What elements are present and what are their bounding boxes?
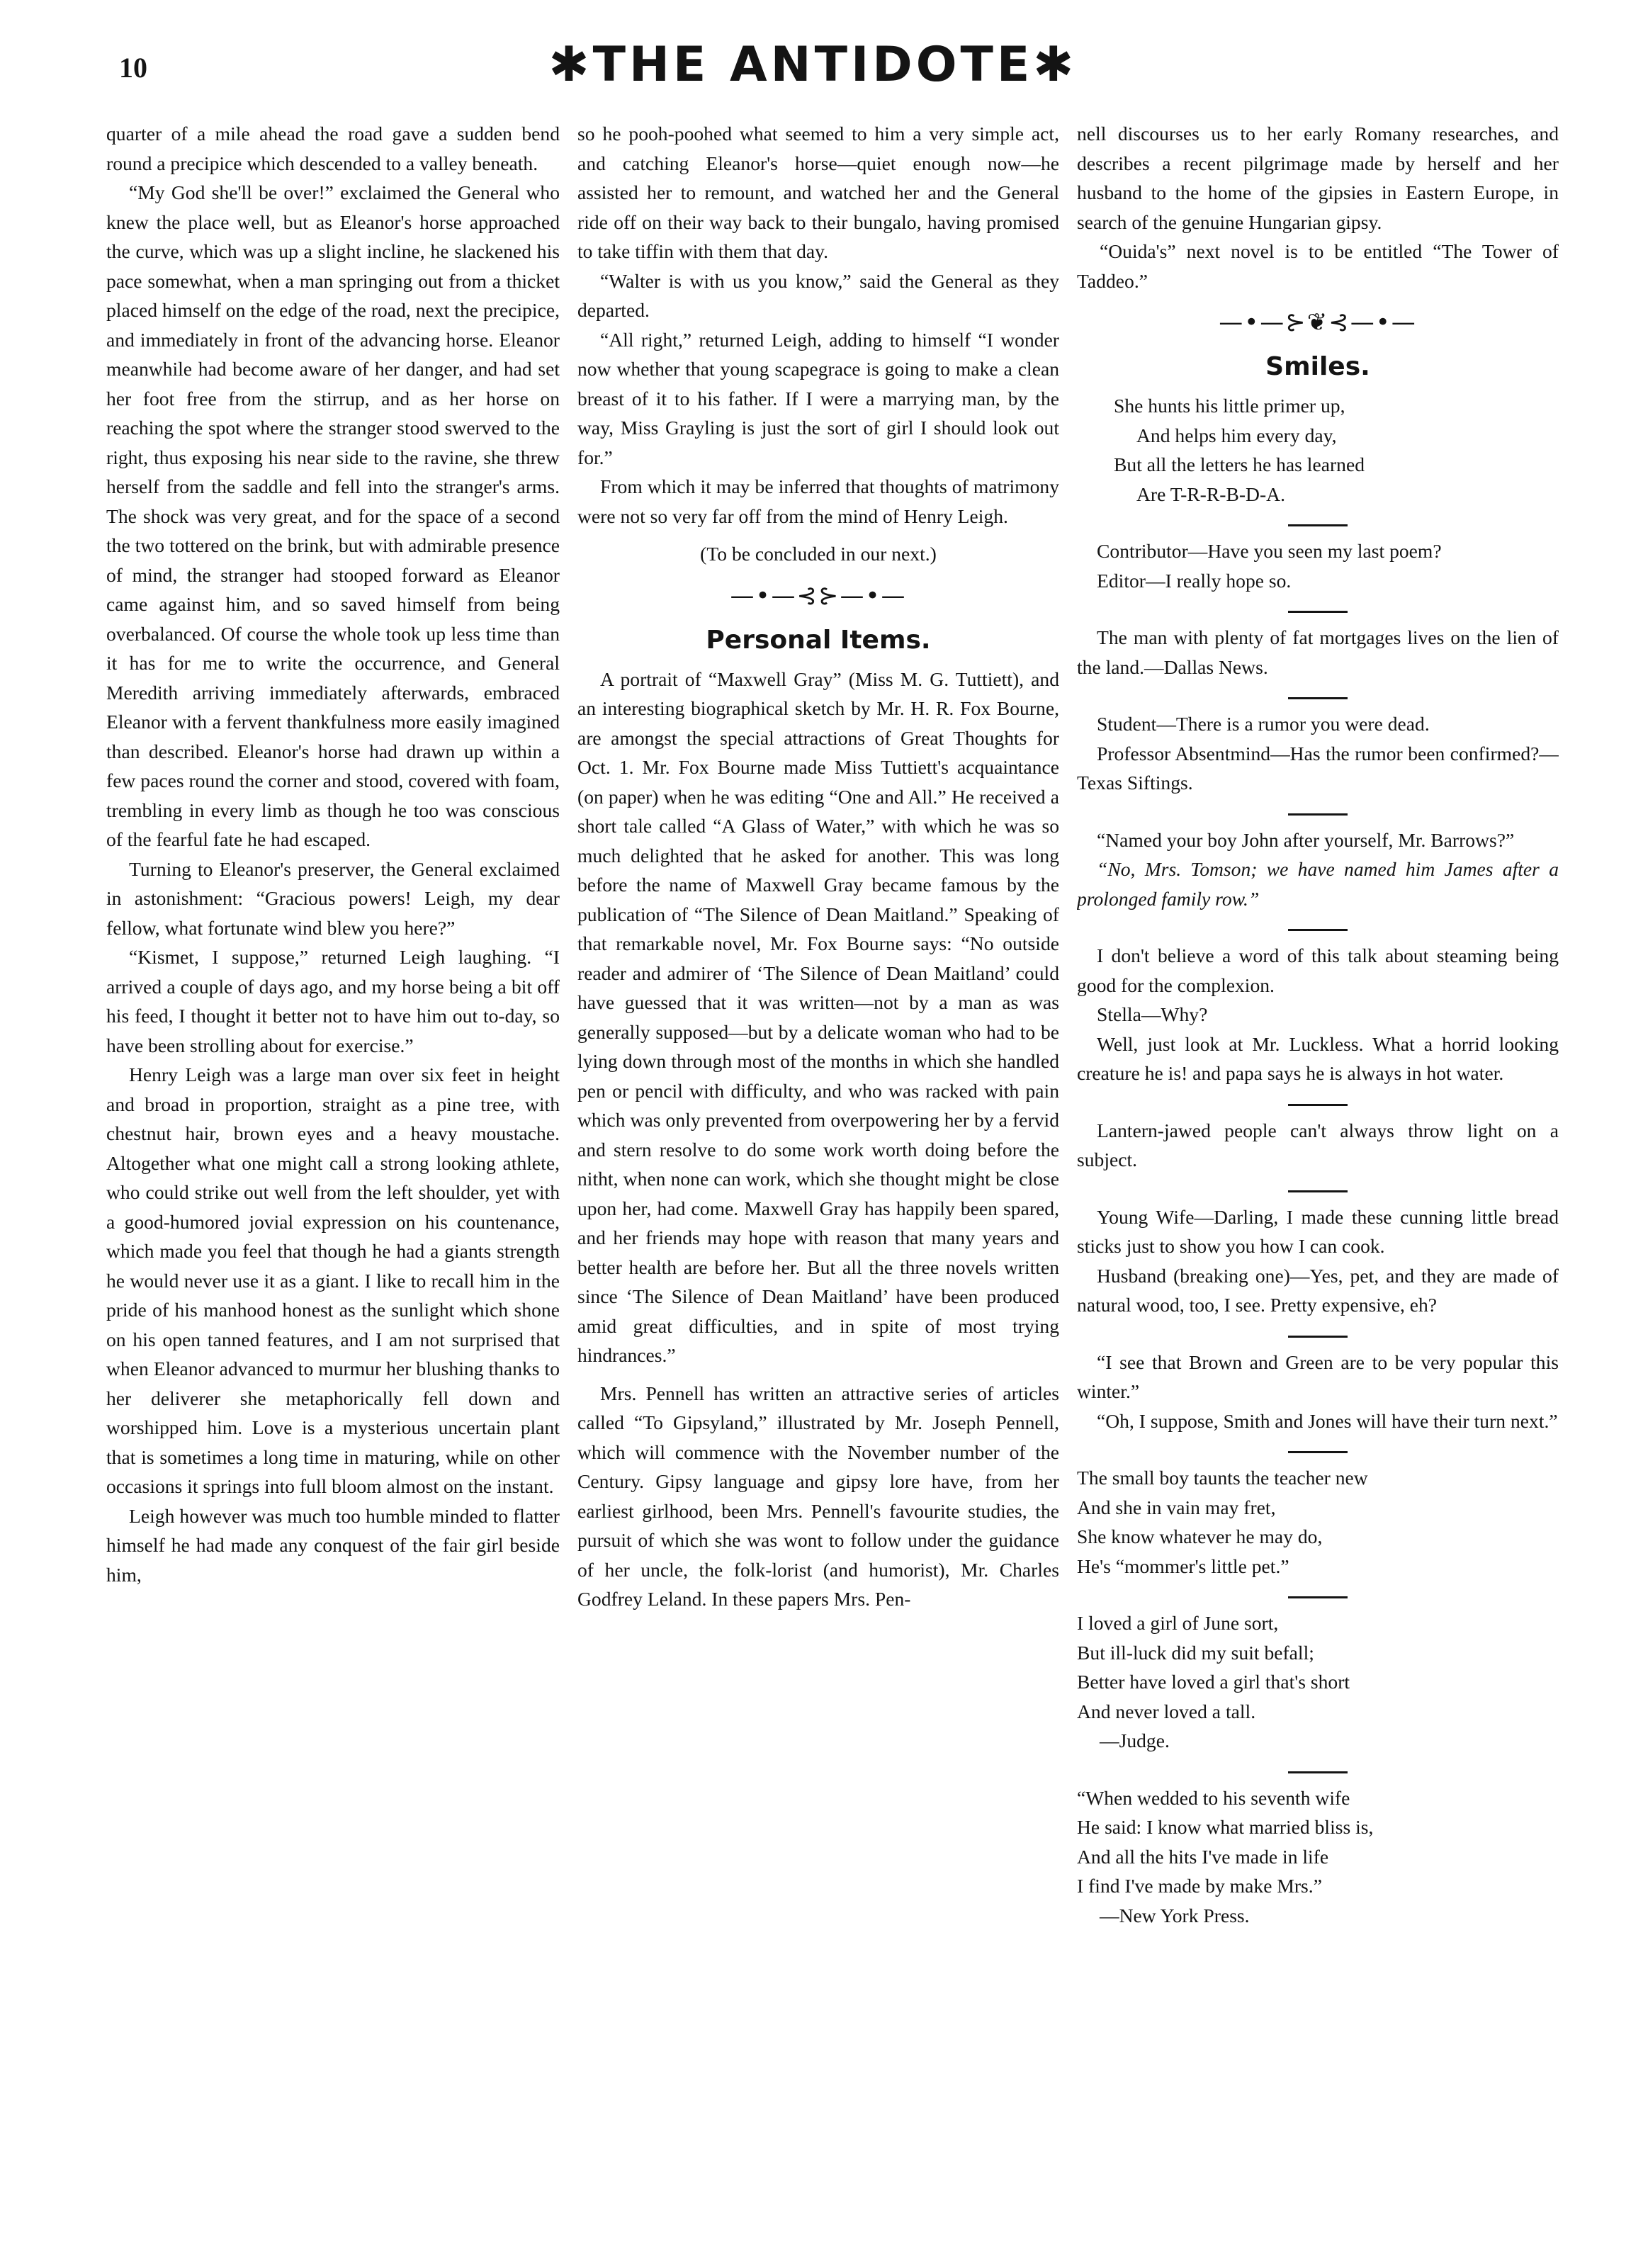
story-paragraph: Leigh however was much too humble minded to flatter himself he had made any conquest of the fair girl beside him, xyxy=(106,1504,560,1586)
story-paragraph: so he pooh-poohed what seemed to him a very simple act, and catching Eleanor's horse—quiet enough now—he assisted her to remount, and watched her and the General ride off on their way back to their bungalo, having promised to take tiffin with them that day. xyxy=(577,123,1059,262)
joke-rumor xyxy=(1077,709,1559,798)
ornament-divider: —•—⊱❦⊰—•— xyxy=(1219,308,1417,337)
verse-line: Better have loved a girl that's short xyxy=(1077,1671,1350,1693)
personal-item-continued: nell discourses us to her early Romany researches, and describes a recent pilgrimage made by herself and her husband to the home of the gipsies in Eastern Europe, in search of the genuine Hungarian gipsy. xyxy=(1077,123,1559,233)
joke-line: Professor Absentmind—Has the rumor been confirmed?—Texas Siftings. xyxy=(1077,742,1559,794)
divider-rule xyxy=(1288,697,1348,699)
verse-line: Are T-R-R-B-D-A. xyxy=(1136,483,1285,505)
verse-line: She hunts his little primer up, xyxy=(1114,395,1345,417)
joke-line: “Named your boy John after yourself, Mr. Barrows?” xyxy=(1097,828,1515,851)
divider-rule xyxy=(1288,1190,1348,1192)
verse-line: And helps him every day, xyxy=(1136,424,1337,446)
joke-line: “No, Mrs. Tomson; we have named him James after a prolonged family row.” xyxy=(1077,858,1559,910)
masthead-title: ✱THE ANTIDOTE✱ xyxy=(548,37,1078,93)
page-number: 10 xyxy=(119,52,147,84)
verse-line: I loved a girl of June sort, xyxy=(1077,1612,1279,1634)
divider-rule xyxy=(1288,611,1348,613)
joke-line: Stella—Why? xyxy=(1097,1003,1208,1025)
personal-item: Mrs. Pennell has written an attractive series of articles called “To Gipsyland,” illustrated by Mr. Joseph Pennell, which will commence with the November number of the Century. Gipsy language and gipsy lore have, from her earliest girlhood, been Mrs. Pennell's favourite studies, the pursuit of which she was wont to follow under the guidance of her uncle, the folk-lorist (and humorist), Mr. Charles Godfrey Leland. In these papers Mrs. Pen- xyxy=(577,1382,1059,1610)
joke-lantern-jawed xyxy=(1077,1116,1559,1175)
story-paragraph: “All right,” returned Leigh, adding to himself “I wonder now whether that young scapegrace is going to make a clean breast of it to his father. If I were a marrying man, by the way, Miss Grayling is just the sort of girl I should look out for.” xyxy=(577,328,1059,468)
verse-june-girl xyxy=(1077,1608,1559,1726)
column-2 xyxy=(577,119,1059,2230)
verse-line: I find I've made by make Mrs.” xyxy=(1077,1875,1322,1897)
verse-credit: —New York Press. xyxy=(1100,1904,1250,1926)
verse-line: He's “mommer's little pet.” xyxy=(1077,1555,1289,1577)
verse-line: But ill-luck did my suit befall; xyxy=(1077,1641,1314,1664)
joke-hot-water xyxy=(1077,941,1559,1088)
joke-named-boy xyxy=(1077,825,1559,914)
ornament-divider: —•—⊰⊱—•— xyxy=(730,581,907,610)
joke-line: Lantern-jawed people can't always throw light on a subject. xyxy=(1077,1119,1559,1170)
smiles-heading: Smiles. xyxy=(1265,352,1370,381)
joke-bread-sticks xyxy=(1077,1202,1559,1320)
story-paragraph: “Walter is with us you know,” said the General as they departed. xyxy=(577,269,1059,321)
personal-item: A portrait of “Maxwell Gray” (Miss M. G. Tuttiett), and an interesting biographical sketch by Mr. H. R. Fox Bourne, are amongst the special attractions of Great Thoughts for Oct. 1. Mr. Fox Bourne made Miss Tuttiett's acquaintance (on paper) when he was editing “One and All.” He received a short tale called “A Glass of Water,” with which he was so much delighted that he asked for another. This was long before the name of Maxwell Gray became famous by the publication of “The Silence of Dean Maitland.” Speaking of that remarkable novel, Mr. Fox Bourne says: “No outside reader and admirer of ‘The Silence of Dean Maitland’ could have guessed that it was written—not by a man as was generally supposed—but by a delicate woman who had to be lying down through most of the months in which she handled pen or pencil with difficulty, and who was racked with pain which was only prevented from overpowering her by a fervid and stern resolve to do some work worth doing before the nitht, when none can work, which she thought might be close upon her, had come. Maxwell Gray has happily been spared, and her friends may hope with reason that many years and better health are before her. But all the three novels written since ‘The Silence of Dean Maitland’ have been produced amid great difficulties, and in spite of most trying hindrances.” xyxy=(577,667,1059,1366)
verse-line: And she in vain may fret, xyxy=(1077,1496,1276,1518)
joke-line: “I see that Brown and Green are to be very popular this winter.” xyxy=(1077,1350,1559,1402)
verse-line: But all the letters he has learned xyxy=(1114,453,1365,475)
joke-brown-green xyxy=(1077,1348,1559,1436)
joke-line: The man with plenty of fat mortgages lives on the lien of the land.—Dallas News. xyxy=(1077,626,1559,678)
verse-line: The small boy taunts the teacher new xyxy=(1077,1467,1368,1489)
joke-line: “Oh, I suppose, Smith and Jones will have their turn next.” xyxy=(1097,1409,1558,1432)
column-3 xyxy=(1077,119,1559,2230)
joke-line: Well, just look at Mr. Luckless. What a horrid looking creature he is! and papa says he is always in hot water. xyxy=(1077,1032,1559,1084)
joke-line: Young Wife—Darling, I made these cunning little bread sticks just to show you how I can cook. xyxy=(1077,1205,1559,1257)
joke-line: I don't believe a word of this talk about steaming being good for the complexion. xyxy=(1077,944,1559,996)
story-paragraph: From which it may be inferred that thoughts of matrimony were not so very far off from the mind of Henry Leigh. xyxy=(577,475,1059,527)
column-1 xyxy=(106,119,560,2230)
divider-rule xyxy=(1288,1596,1348,1598)
joke-poem xyxy=(1077,536,1559,595)
article-columns xyxy=(106,119,1559,2230)
divider-rule xyxy=(1288,929,1348,931)
verse-credit: —Judge. xyxy=(1100,1730,1170,1751)
verse-seventh-wife xyxy=(1077,1783,1559,1901)
story-paragraph: Turning to Eleanor's preserver, the General exclaimed in astonishment: “Gracious powers! Leigh, my dear fellow, what fortunate wind blew you here?” xyxy=(106,857,560,939)
divider-rule xyxy=(1288,813,1348,816)
verse-line: She know whatever he may do, xyxy=(1077,1525,1323,1547)
story-paragraph: quarter of a mile ahead the road gave a sudden bend round a precipice which descended to a valley beneath. xyxy=(106,123,560,174)
divider-rule xyxy=(1288,1451,1348,1453)
joke-line: Student—There is a rumor you were dead. xyxy=(1097,713,1430,735)
story-paragraph: “My God she'll be over!” exclaimed the General who knew the place well, but as Eleanor's horse approached the curve, which was up a slight incline, he slackened his pace somewhat, when a man springing out from a thicket placed himself on the edge of the road, next the precipice, and immediately in front of the advancing horse. Eleanor meanwhile had become aware of her danger, and had set her foot free from the stirrup, and as her horse on reaching the spot where the stranger stood swerved to the right, thus exposing his near side to the ravine, she threw herself from the saddle and fell into the stranger's arms. The shock was very great, and for the space of a second the two tottered on the brink, but with admirable presence of mind, the stranger had stooped forward as Eleanor came against him, and so saved himself from being overbalanced. Of course the whole took up less time than it has for me to write the occurrence, and General Meredith arriving immediately afterwards, embraced Eleanor with a fervent thankfulness more easily imagined than described. Eleanor's horse had drawn up within a few paces round the corner and stood, covered with foam, trembling in every limb as though he too was conscious of the fearful fate he had escaped. xyxy=(106,181,560,850)
joke-line: Contributor—Have you seen my last poem? xyxy=(1097,540,1442,562)
joke-line: Husband (breaking one)—Yes, pet, and they are made of natural wood, too, I see. Pretty expensive, eh? xyxy=(1077,1264,1559,1316)
story-paragraph: “Kismet, I suppose,” returned Leigh laughing. “I arrived a couple of days ago, and my horse being a bit off his feed, I thought it better not to have him out to-day, so have been strolling about for exercise.” xyxy=(106,946,560,1056)
verse-line: He said: I know what married bliss is, xyxy=(1077,1816,1374,1838)
joke-mortgages xyxy=(1077,623,1559,682)
verse-teacher xyxy=(1077,1463,1559,1581)
joke-line: Editor—I really hope so. xyxy=(1097,569,1292,592)
divider-rule xyxy=(1288,524,1348,526)
story-paragraph: Henry Leigh was a large man over six feet in height and broad in proportion, straight as a pine tree, with chestnut hair, brown eyes and a heavy moustache. Altogether what one might call a strong looking athlete, who could strike out well from the left shoulder, yet with a good-humored jovial expression on his countenance, which made you feel that though he had a giants strength he would never use it as a giant. I like to recall him in the pride of his manhood honest as the sunlight which shone on his open tanned features, and I am not surprised that when Eleanor advanced to murmur her blushing thanks to her deliverer she metaphorically fell down and worshipped him. Love is a mysterious uncertain plant that is sometimes a long time in maturing, while on other occasions it springs into full bloom almost on the instant. xyxy=(106,1064,560,1497)
continued-note: (To be concluded in our next.) xyxy=(700,543,937,565)
personal-item: “Ouida's” next novel is to be entitled “The Tower of Taddeo.” xyxy=(1077,240,1559,292)
verse-line: And never loved a tall. xyxy=(1077,1700,1256,1722)
divider-rule xyxy=(1288,1336,1348,1338)
divider-rule xyxy=(1288,1104,1348,1106)
verse-primer xyxy=(1077,391,1559,509)
divider-rule xyxy=(1288,1771,1348,1773)
verse-line: And all the hits I've made in life xyxy=(1077,1845,1329,1868)
personal-items-heading: Personal Items. xyxy=(706,625,931,655)
verse-line: “When wedded to his seventh wife xyxy=(1077,1786,1350,1809)
